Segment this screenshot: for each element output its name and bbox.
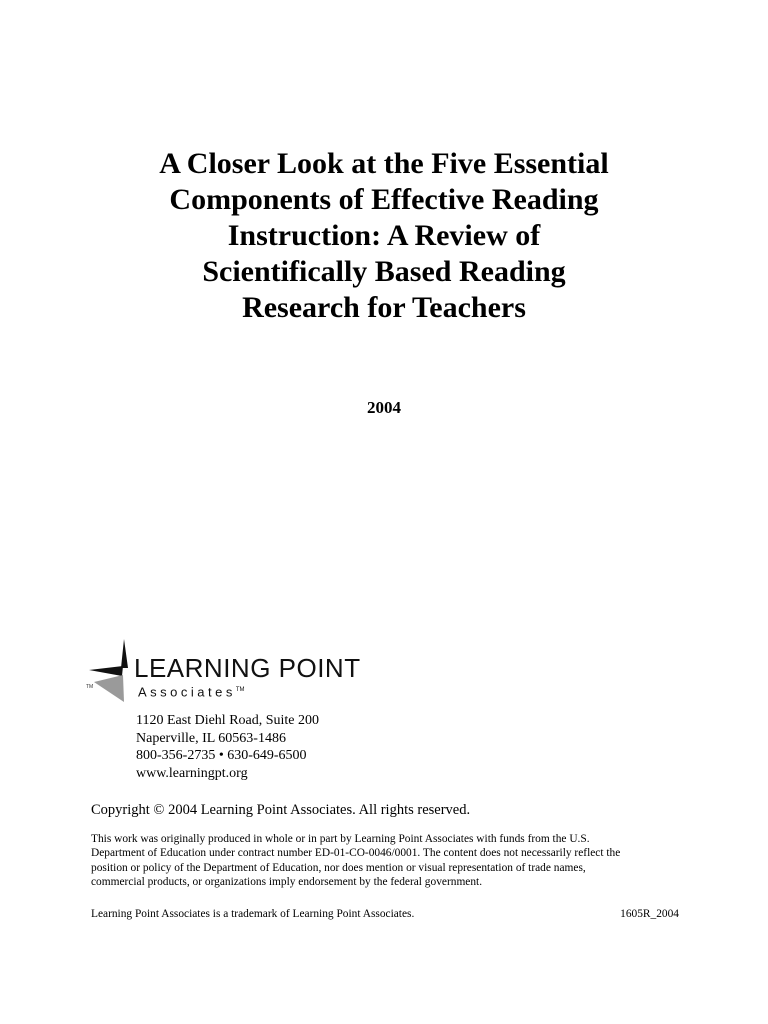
logo-mark-trademark: TM	[86, 684, 94, 690]
logo-subtitle	[138, 683, 245, 699]
title-line: Research for Teachers	[242, 291, 526, 324]
disclaimer-line: position or policy of the Department of Education, nor does mention or visual representation of trade names,	[91, 861, 586, 874]
logo-subtitle-trademark: TM	[235, 687, 245, 693]
logo-subtitle-text: Associates	[138, 684, 236, 700]
address-website: www.learningpt.org	[136, 765, 248, 781]
copyright-notice: Copyright © 2004 Learning Point Associates. All rights reserved.	[91, 802, 471, 818]
funding-disclaimer	[91, 832, 683, 890]
title-line: Instruction: A Review of	[227, 219, 541, 252]
learning-point-logo	[86, 638, 386, 708]
address-phone: 800-356-2735 • 630-649-6500	[136, 748, 307, 763]
title-line: A Closer Look at the Five Essential	[159, 147, 609, 180]
address-street: 1120 East Diehl Road, Suite 200	[136, 713, 320, 728]
disclaimer-line: commercial products, or organizations imply endorsement by the federal government.	[91, 876, 483, 889]
title-line: Scientifically Based Reading	[202, 255, 566, 288]
disclaimer-line: Department of Education under contract number ED-01-CO-0046/0001. The content does not necessarily reflect the	[91, 847, 621, 860]
document-code: 1605R_2004	[620, 908, 679, 920]
logo-name: LEARNING POINT	[134, 653, 361, 683]
disclaimer-line: This work was originally produced in whole or in part by Learning Point Associates with funds from the U.S.	[91, 833, 590, 845]
document-title	[84, 146, 684, 326]
address-city: Naperville, IL 60563-1486	[136, 730, 286, 746]
learning-point-star-icon	[86, 638, 130, 704]
trademark-statement: Learning Point Associates is a trademark of Learning Point Associates.	[91, 908, 415, 920]
address-block	[136, 712, 319, 782]
publication-year: 2004	[367, 398, 401, 417]
title-line: Components of Effective Reading	[169, 183, 599, 216]
